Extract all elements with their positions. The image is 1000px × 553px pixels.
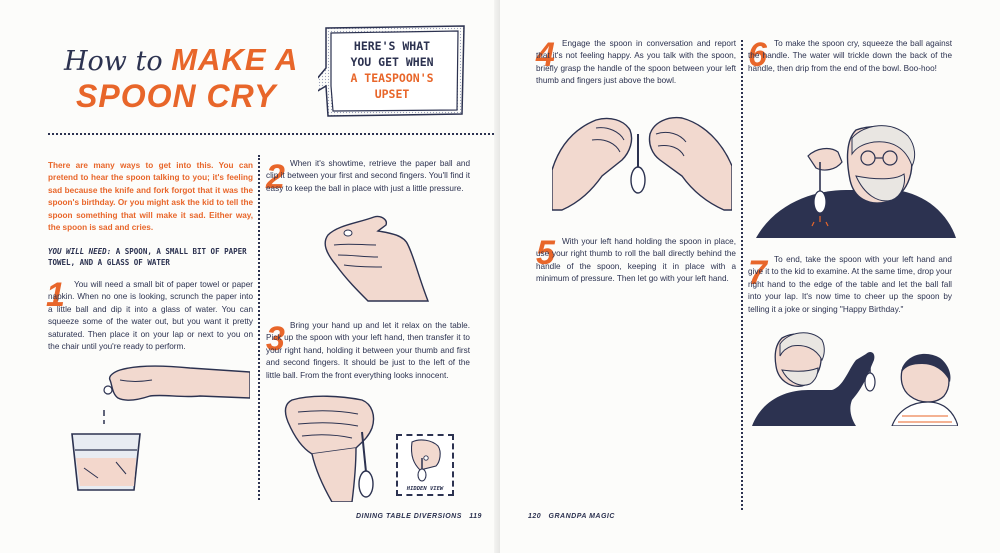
divider-column	[258, 155, 260, 500]
footer-right	[528, 513, 615, 520]
you-will-need-label: YOU WILL NEED:	[48, 247, 112, 256]
right-page	[500, 0, 1000, 553]
step-3-text: Bring your hand up and let it relax on the table. Pick up the spoon with your left hand, then transfer it to your right hand, holding it between your thumb and first and second fingers. It should be just to the left of the little ball. From the front everything looks innocent.	[266, 321, 470, 380]
divider-column-right	[741, 40, 743, 510]
two-hands-spoon-illustration	[552, 110, 732, 220]
step-1-text: You will need a small bit of paper towel or paper napkin. When no one is looking, scrunch the paper into a little ball and dip it into a glass of water. You can squeeze some of the water out, but you want it pretty saturated. Then place it on your lap or next to you on the chair until you're ready to perform.	[48, 280, 253, 352]
hidden-view-icon	[398, 436, 452, 482]
hand-spoon-illustration	[272, 392, 392, 502]
grandpa-and-kid-illustration	[752, 330, 958, 426]
page-title-line1	[64, 44, 298, 75]
bubble-line-1: HERE'S WHAT	[353, 39, 431, 53]
footer-right-section: GRANDPA MAGIC	[548, 513, 615, 520]
title-how-to: How to	[64, 46, 163, 77]
footer-right-page: 120	[528, 513, 542, 520]
step-5-text: With your left hand holding the spoon in place, use your right thumb to roll the ball directly behind the handle of the spoon, keeping it in place with a minimum of pressure. Then let go with your left hand.	[536, 237, 736, 284]
step-4-number: 4	[536, 36, 555, 74]
step-3-number: 3	[266, 320, 285, 358]
step-7-number: 7	[748, 254, 767, 292]
step-5-number: 5	[536, 234, 555, 272]
hand-glass-illustration	[60, 358, 250, 498]
hidden-view-label: HIDDEN VIEW	[398, 486, 452, 492]
bubble-line-4: UPSET	[374, 87, 410, 101]
step-6-text: To make the spoon cry, squeeze the ball against the handle. The water will trickle down the back of the handle, then drip from the end of the bowl. Boo-hoo!	[748, 39, 952, 73]
step-7-text: To end, take the spoon with your left hand and give it to the kid to examine. At the same time, drop your right hand to the edge of the table and let the ball fall into your lap. It's now time to cheer up the spoon by telling it a joke or singing "Happy Birthday."	[748, 255, 952, 314]
footer-left	[356, 513, 482, 520]
bubble-text	[322, 38, 462, 102]
grandpa-crying-spoon-illustration	[756, 118, 956, 238]
step-2-text: When it's showtime, retrieve the paper ball and clip it between your first and second fingers. You'll find it easy to keep the ball in place with just a little pressure.	[266, 159, 470, 193]
hand-ball-illustration	[318, 205, 438, 305]
intro-text: There are many ways to get into this. You can pretend to hear the spoon talking to you; it's feeling sad because the knife and fork forgot that it was the spoon's birthday. Or you might ask the kid to tell the spoon something that will make it sad. Either way, the spoon is sad and cries.	[48, 161, 253, 233]
title-make-a: MAKE A	[171, 42, 299, 77]
bubble-line-3: A TEASPOON'S	[350, 71, 434, 85]
you-will-need	[48, 246, 253, 268]
footer-left-section: DINING TABLE DIVERSIONS	[356, 513, 462, 520]
step-2-number: 2	[266, 158, 285, 196]
divider-top	[48, 133, 494, 135]
bubble-line-2: YOU GET WHEN	[350, 55, 434, 69]
title-spoon-cry: SPOON CRY	[76, 78, 277, 114]
footer-left-page: 119	[469, 513, 482, 520]
you-will-need-text: A SPOON, A SMALL BIT OF PAPER TOWEL, AND A GLASS OF WATER	[48, 247, 247, 267]
step-6-number: 6	[748, 36, 767, 74]
step-4-text: Engage the spoon in conversation and report that it's not feeling happy. As you talk with the spoon, briefly grasp the handle of the spoon between your left thumb and fingers just above the bowl.	[536, 39, 736, 86]
step-1-number: 1	[46, 276, 65, 314]
